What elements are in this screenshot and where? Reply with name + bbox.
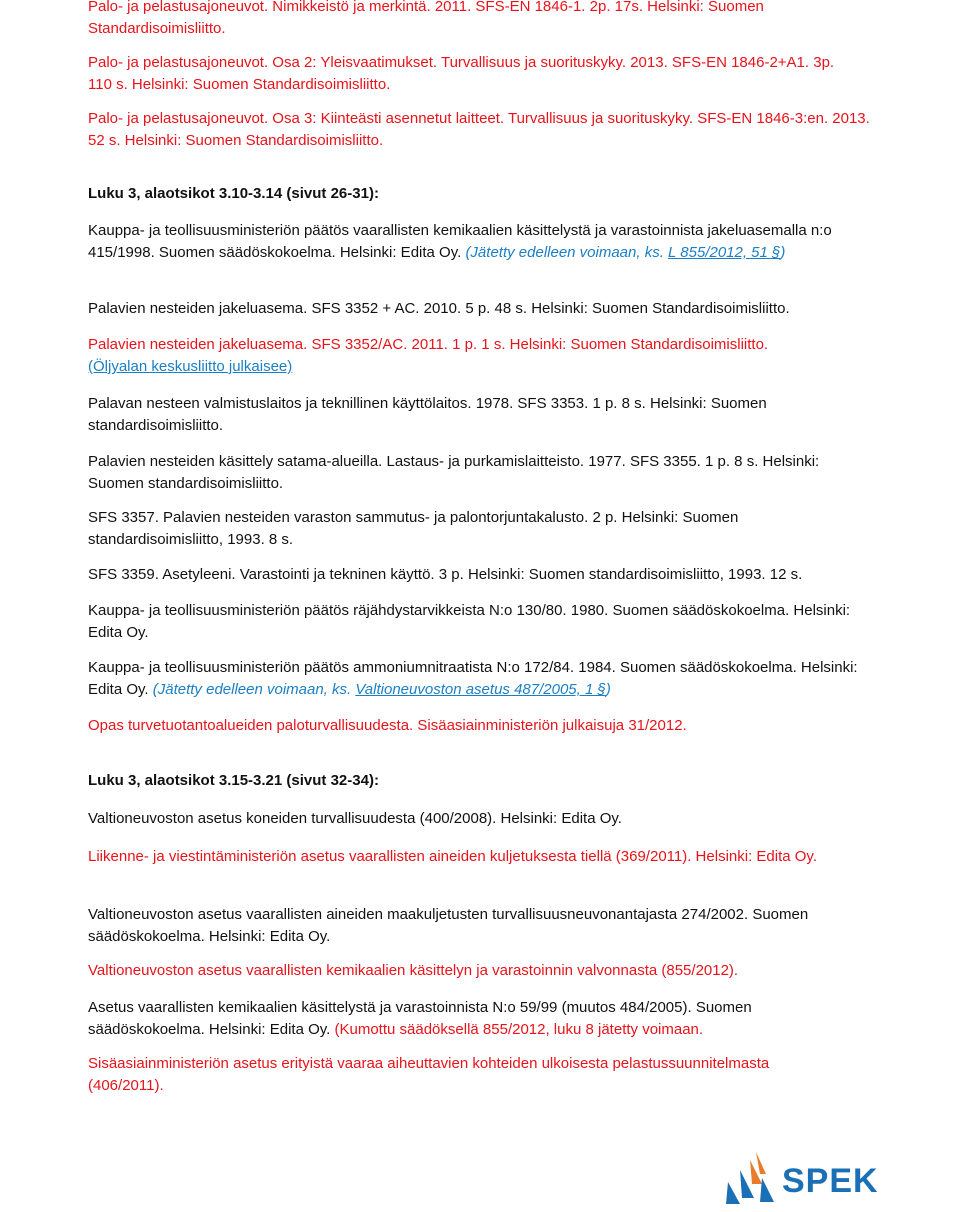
reference-ktm-172-84 xyxy=(88,657,878,701)
section-heading-3-15: Luku 3, alaotsikot 3.15-3.21 (sivut 32-34): xyxy=(88,772,379,789)
reference-sfs-3359: SFS 3359. Asetyleeni. Varastointi ja tekninen käyttö. 3 p. Helsinki: Suomen standardisoimisliitto, 1993. 12 s. xyxy=(88,566,803,583)
reference-opas-turve: Opas turvetuotantoalueiden paloturvallisuudesta. Sisäasiainministeriön julkaisuja 31/2012. xyxy=(88,717,687,734)
as-59-status: (Kumottu säädöksellä 855/2012, luku 8 jätetty voimaan. xyxy=(334,1021,704,1038)
reference-vna-855-2012: Valtioneuvoston asetus vaarallisten kemikaalien käsittelyn ja varastoinnin valvonnasta (855/2012). xyxy=(88,962,739,979)
ktm-415-text: Kauppa- ja teollisuusministeriön päätös vaarallisten kemikaalien käsittelystä ja varastoinnista jakeluasemalla n:o 415/1998. Suomen säädöskokoelma. Helsinki: Edita Oy. xyxy=(88,222,832,261)
reference-vna-274-2002: Valtioneuvoston asetus vaarallisten aineiden maakuljetusten turvallisuusneuvonantajasta 274/2002. Suomen säädöskokoelma. Helsinki: Edita Oy. xyxy=(88,906,809,945)
reference-en1846-2: Palo- ja pelastusajoneuvot. Osa 2: Yleisvaatimukset. Turvallisuus ja suorituskyky. 2013. SFS-EN 1846-2+A1. 3p. 110 s. Helsinki: Suomen Standardisoimisliitto. xyxy=(88,54,835,93)
spek-logo xyxy=(720,1148,880,1204)
sfs-3352-ac-text: Palavien nesteiden jakeluasema. SFS 3352/AC. 2011. 1 p. 1 s. Helsinki: Suomen Standardisoimisliitto. xyxy=(88,336,769,353)
reference-en1846-3: Palo- ja pelastusajoneuvot. Osa 3: Kiinteästi asennetut laitteet. Turvallisuus ja suorituskyky. SFS-EN 1846-3:en. 2013. 52 s. Helsinki: Suomen Standardisoimisliitto. xyxy=(88,110,870,149)
ktm-172-text: Kauppa- ja teollisuusministeriön päätös ammoniumnitraatista N:o 172/84. 1984. Suomen säädöskokoelma. Helsinki: Edita Oy. xyxy=(88,659,858,698)
link-oljyalan-keskusliitto[interactable]: (Öljyalan keskusliitto julkaisee) xyxy=(88,358,293,375)
ktm-172-close: ) xyxy=(605,681,611,698)
reference-ktm-130-80: Kauppa- ja teollisuusministeriön päätös räjähdystarvikkeista N:o 130/80. 1980. Suomen säädöskokoelma. Helsinki: Edita Oy. xyxy=(88,602,851,641)
link-vna-487-2005[interactable]: Valtioneuvoston asetus 487/2005, 1 § xyxy=(355,681,606,698)
ktm-415-close: ) xyxy=(780,244,786,261)
reference-ktm-415-1998 xyxy=(88,220,883,264)
reference-sfs-3357: SFS 3357. Palavien nesteiden varaston sammutus- ja palontorjuntakalusto. 2 p. Helsinki: Suomen standardisoimisliitto, 1993. 8 s. xyxy=(88,509,739,548)
reference-sfs-3353: Palavan nesteen valmistuslaitos ja teknillinen käyttölaitos. 1978. SFS 3353. 1 p. 8 s. Helsinki: Suomen standardisoimisliitto. xyxy=(88,395,767,434)
reference-sm-406-2011: Sisäasiainministeriön asetus erityistä vaaraa aiheuttavien kohteiden ulkoisesta pelastussuunnitelmasta (406/2011). xyxy=(88,1055,770,1094)
reference-sfs-3352-ac xyxy=(88,334,883,378)
reference-lvm-369-2011: Liikenne- ja viestintäministeriön asetus vaarallisten aineiden kuljetuksesta tiellä (369/2011). Helsinki: Edita Oy. xyxy=(88,848,817,865)
reference-sfs-3355: Palavien nesteiden käsittely satama-alueilla. Lastaus- ja purkamislaitteisto. 1977. SFS 3355. 1 p. 8 s. Helsinki: Suomen standardisoimisliitto. xyxy=(88,453,820,492)
link-l-855-2012[interactable]: L 855/2012, 51 § xyxy=(668,244,781,261)
reference-sfs-3352: Palavien nesteiden jakeluasema. SFS 3352 + AC. 2010. 5 p. 48 s. Helsinki: Suomen Standardisoimisliitto. xyxy=(88,300,790,317)
reference-as-59-99 xyxy=(88,997,848,1041)
spek-logo-text: SPEK xyxy=(782,1162,879,1200)
as-59-text: Asetus vaarallisten kemikaalien käsittelystä ja varastoinnista N:o 59/99 (muutos 484/2005). Suomen säädöskokoelma. Helsinki: Edita Oy. xyxy=(88,999,752,1038)
section-heading-3-10: Luku 3, alaotsikot 3.10-3.14 (sivut 26-31): xyxy=(88,185,379,202)
reference-vna-400-2008: Valtioneuvoston asetus koneiden turvallisuudesta (400/2008). Helsinki: Edita Oy. xyxy=(88,810,622,827)
ktm-172-status: (Jätetty edelleen voimaan, ks. xyxy=(152,681,356,698)
reference-en1846-1: Palo- ja pelastusajoneuvot. Nimikkeistö ja merkintä. 2011. SFS-EN 1846-1. 2p. 17s. Helsinki: Suomen Standardisoimisliitto. xyxy=(88,0,764,37)
ktm-415-status: (Jätetty edelleen voimaan, ks. xyxy=(465,244,669,261)
